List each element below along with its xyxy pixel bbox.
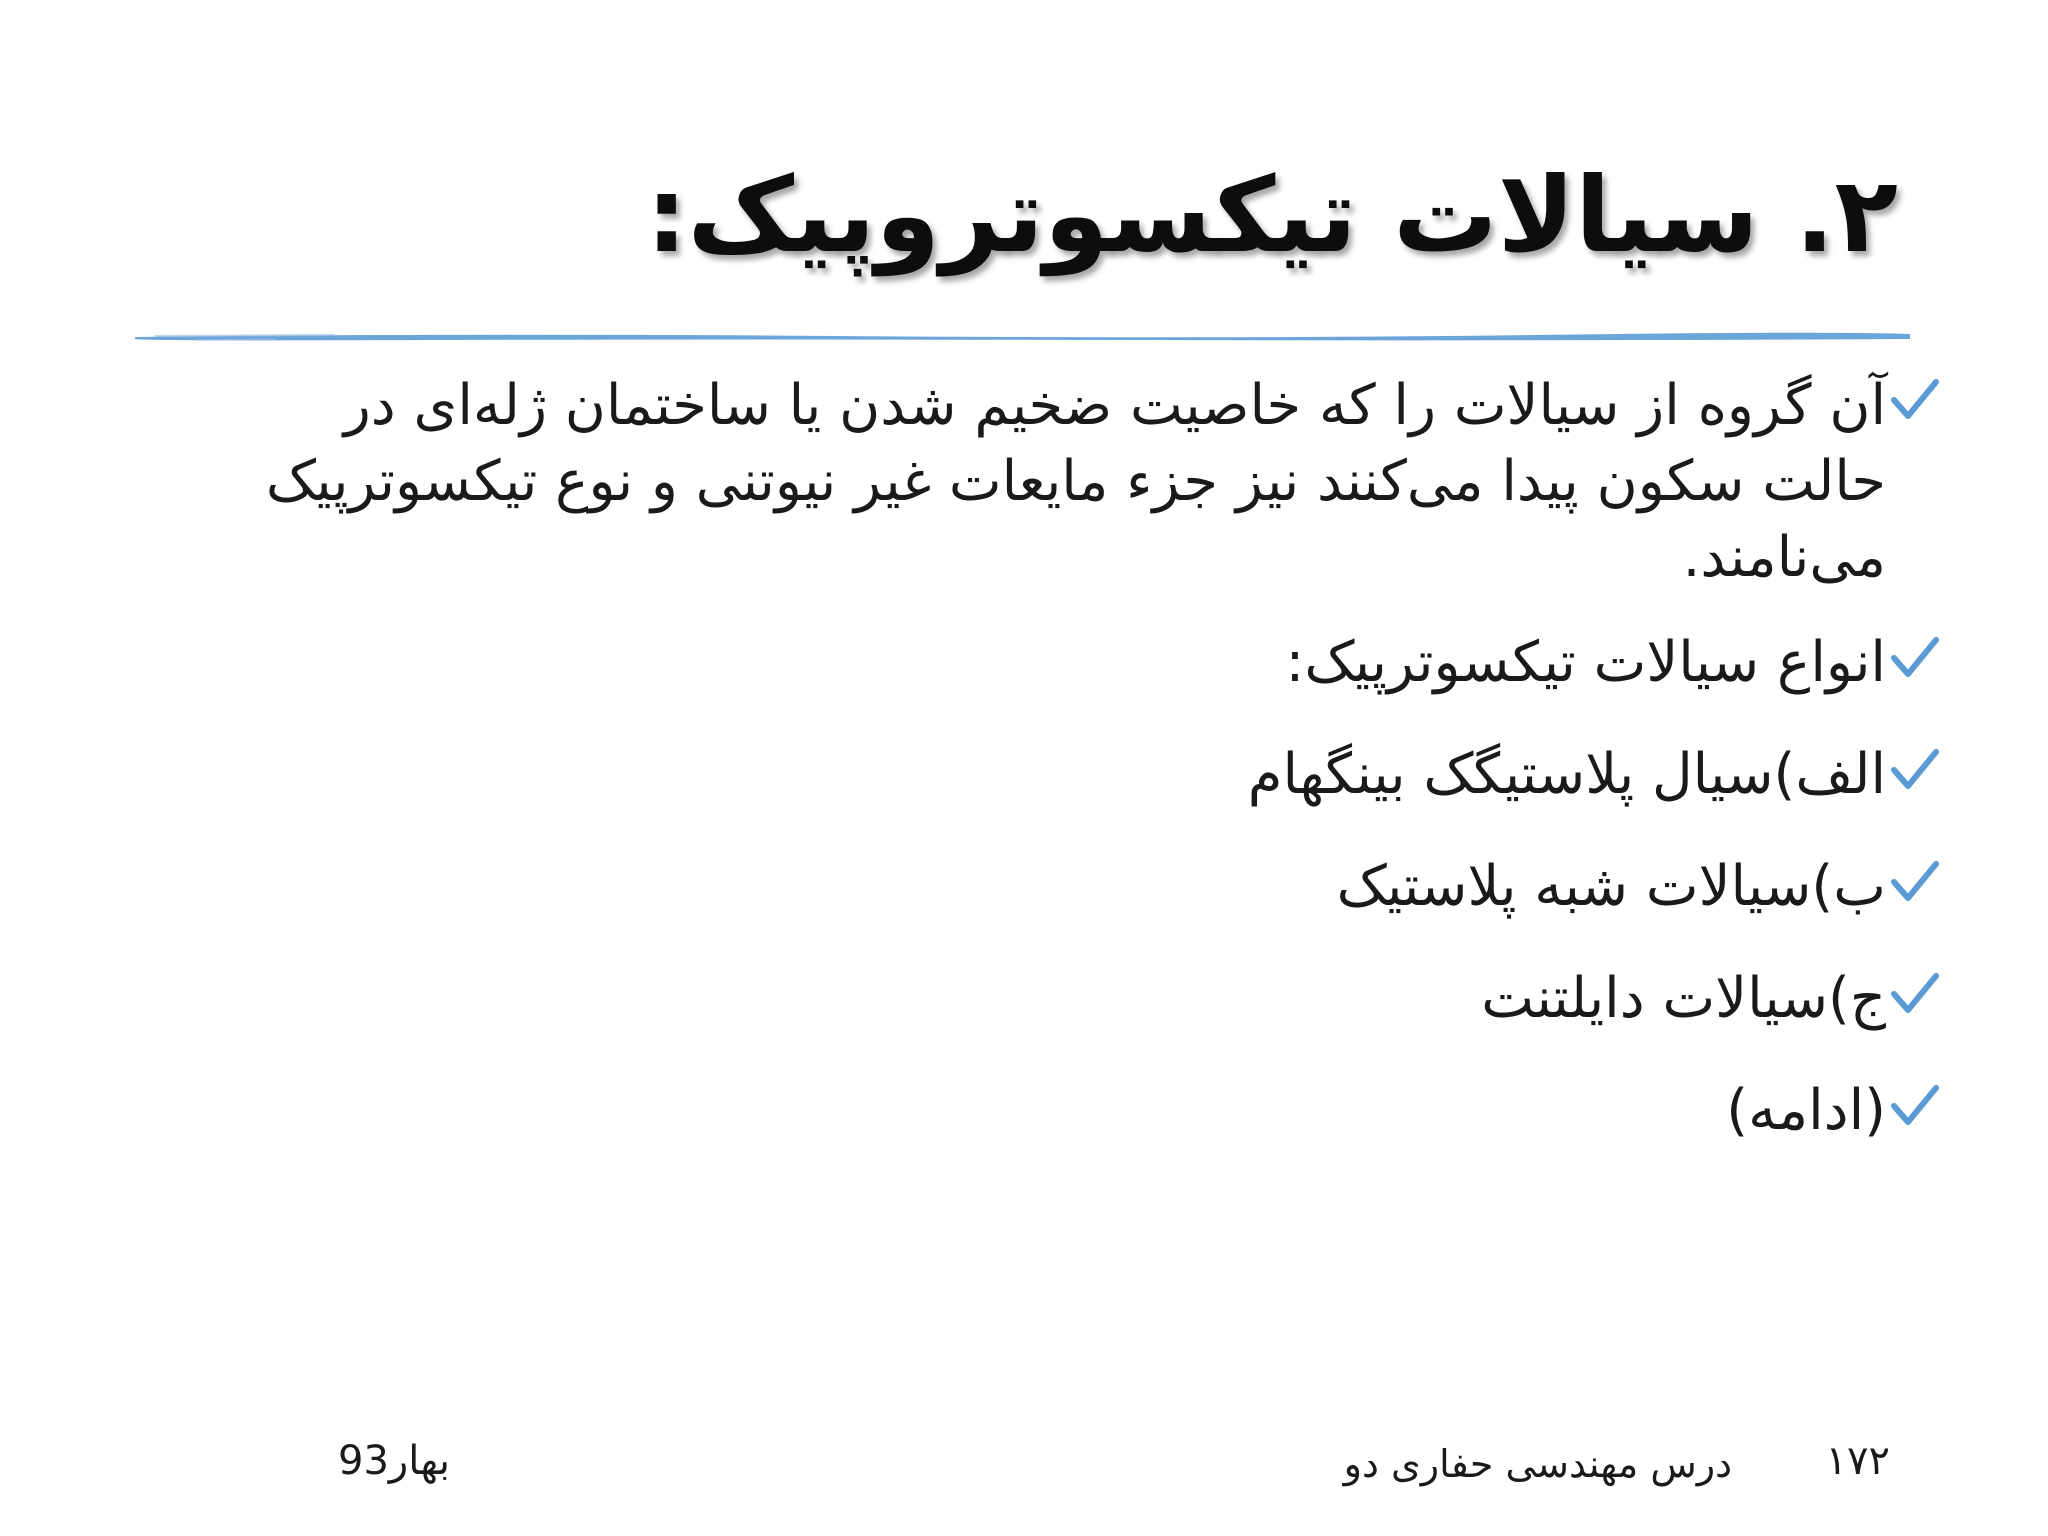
checkmark-icon	[1890, 1082, 1940, 1132]
list-item	[220, 738, 1940, 812]
footer-term: بهار93	[338, 1438, 450, 1484]
list-item	[220, 368, 1940, 596]
checkmark-icon	[1890, 970, 1940, 1020]
bullet-text: ب)سیالات شبه پلاستیک	[1336, 854, 1886, 919]
checkmark-icon	[1890, 634, 1940, 684]
checkmark-icon	[1890, 376, 1940, 426]
slide-title: ۲. سیالات تیکسوتروپیک:	[645, 154, 1898, 276]
list-item	[220, 1074, 1940, 1148]
bullet-text: (ادامه)	[1726, 1078, 1886, 1143]
bullet-text: آن گروه از سیالات را که خاصیت ضخیم شدن یا ساختمان ژله‌ای در حالت سکون پیدا می‌کنند نیز جزء مایعات غیر نیوتنی و نوع تیکسوترپیک می‌نامند.	[265, 373, 1886, 590]
bullet-text: ج)سیالات دایلتنت	[1481, 966, 1886, 1031]
bullet-text: انواع سیالات تیکسوترپیک:	[1285, 630, 1886, 695]
list-item	[220, 962, 1940, 1036]
checkmark-icon	[1890, 858, 1940, 908]
bullet-text: الف)سیال پلاستیگک بینگهام	[1247, 742, 1886, 807]
footer-course-title: درس مهندسی حفاری دو	[1343, 1442, 1732, 1486]
checkmark-icon	[1890, 746, 1940, 796]
bullet-list	[220, 368, 1940, 1186]
title-divider	[135, 330, 1910, 344]
list-item	[220, 850, 1940, 924]
list-item	[220, 626, 1940, 700]
page-number: ۱۷۲	[1825, 1438, 1890, 1484]
